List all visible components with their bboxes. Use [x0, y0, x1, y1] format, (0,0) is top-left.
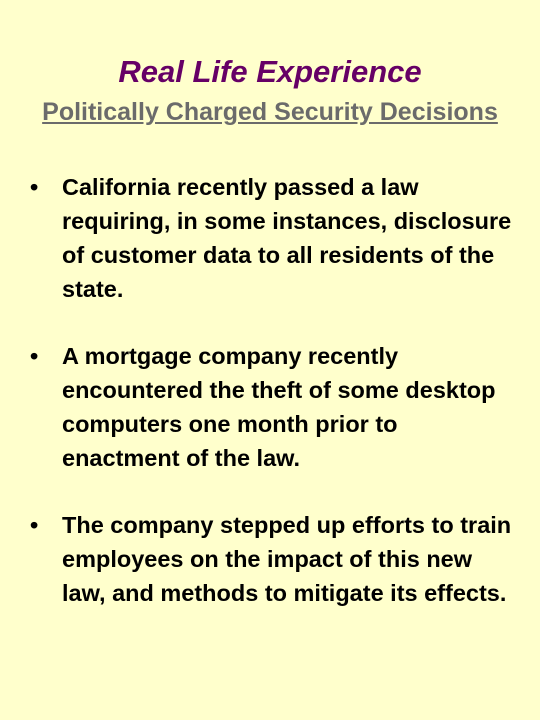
bullet-text: A mortgage company recently encountered the theft of some desktop computers one month prior to enactment of the law. — [62, 343, 496, 471]
bullet-item — [30, 170, 520, 306]
bullet-list — [30, 170, 520, 643]
bullet-icon: • — [30, 512, 39, 538]
slide-title: Real Life Experience — [118, 54, 422, 89]
slide-subtitle: Politically Charged Security Decisions — [42, 98, 498, 126]
bullet-item — [30, 339, 520, 475]
bullet-icon: • — [30, 343, 39, 369]
bullet-item — [30, 508, 520, 610]
bullet-text: The company stepped up efforts to train employees on the impact of this new law, and methods to mitigate its effects. — [62, 512, 512, 606]
bullet-text: California recently passed a law requiring, in some instances, disclosure of customer data to all residents of the state. — [62, 174, 512, 302]
bullet-icon: • — [30, 174, 39, 200]
